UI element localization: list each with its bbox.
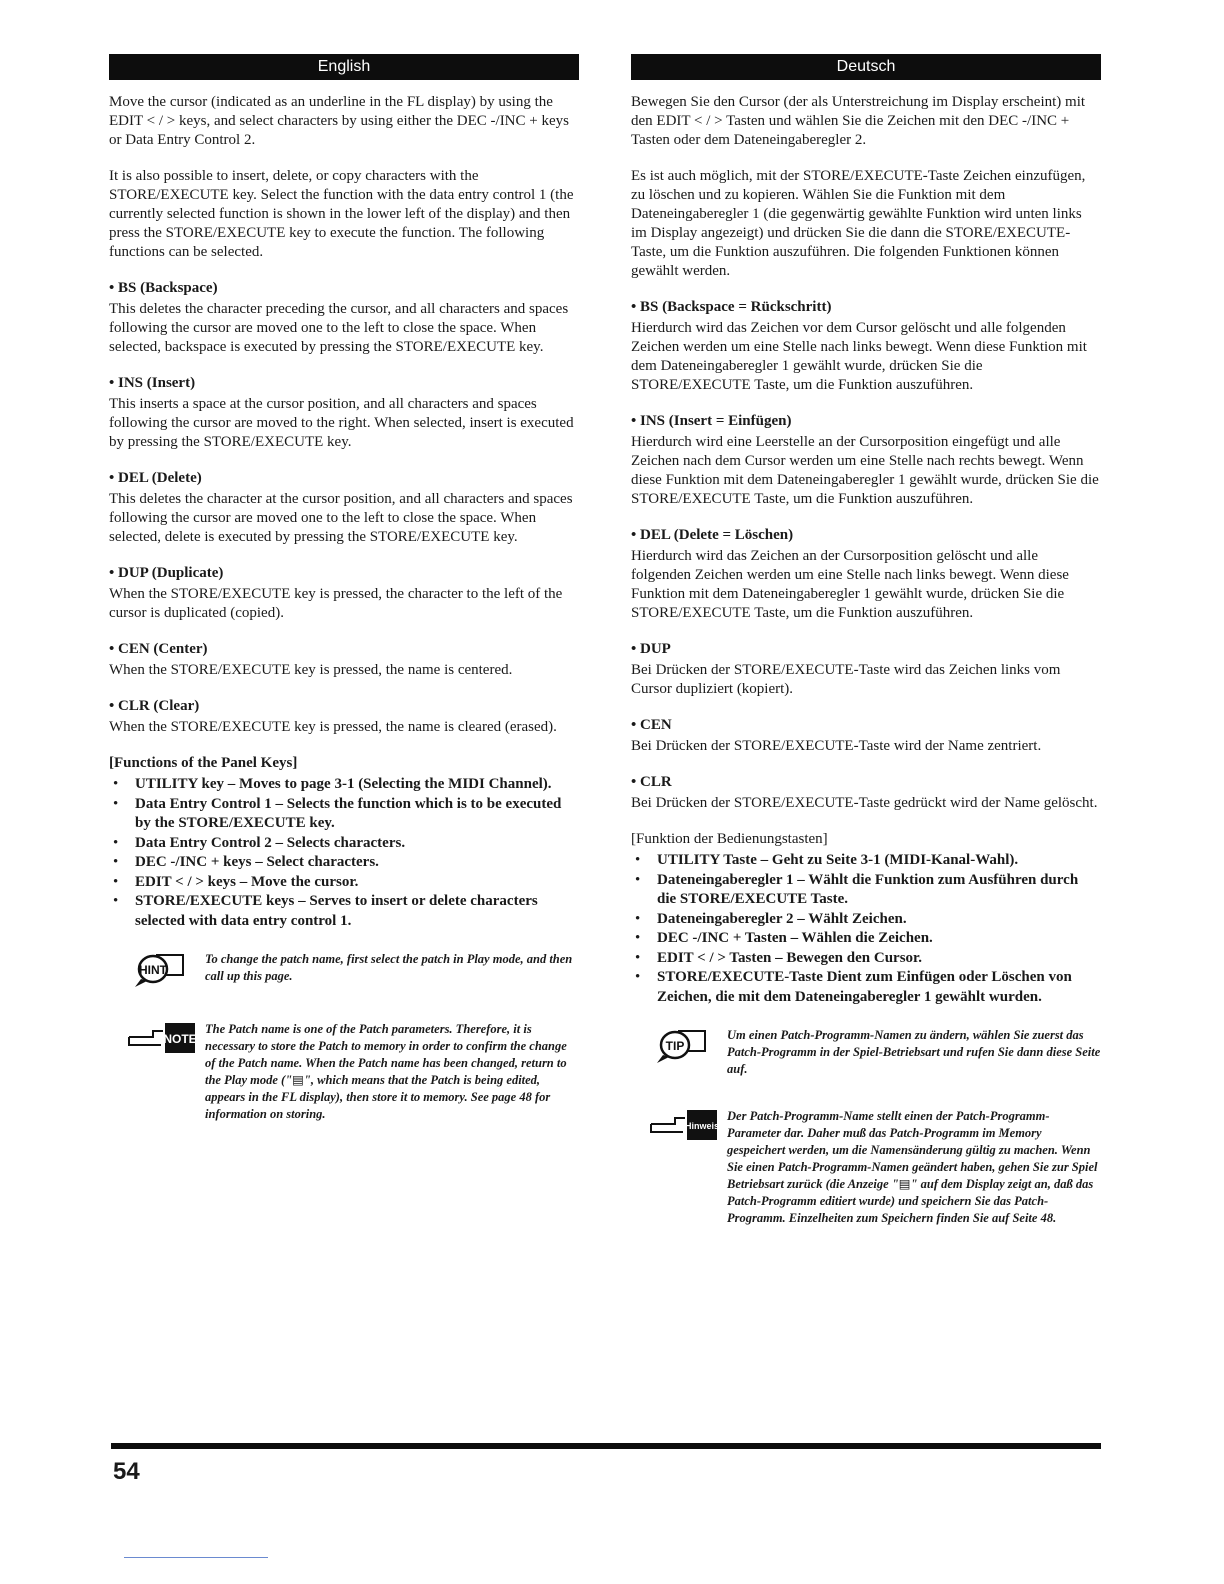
english-section-bs — [109, 279, 579, 357]
english-functions-title: [Functions of the Panel Keys] — [109, 755, 298, 771]
section-title: • CLR — [631, 774, 672, 790]
section-body: Bei Drücken der STORE/EXECUTE-Taste wird der Name zentriert. — [631, 738, 1042, 754]
list-item: • Dateneingaberegler 1 – Wählt die Funktion zum Ausführen durch die STORE/EXECUTE Taste. — [631, 871, 1101, 910]
section-body: This inserts a space at the cursor position, and all characters and spaces following the cursor are moved to the right. When selected, insert is executed by pressing the STORE/EXECUTE key. — [109, 396, 574, 450]
list-item: • Data Entry Control 1 – Selects the function which is to be executed by the STORE/EXECUTE key. — [109, 795, 579, 834]
english-hint-text: To change the patch name, first select the patch in Play mode, and then call up this page. — [205, 952, 573, 983]
note-label: NOTE — [163, 1032, 197, 1046]
deutsch-section-clr — [631, 773, 1101, 813]
deutsch-intro-1: Bewegen Sie den Cursor (der als Unterstreichung im Display erscheint) mit den EDIT < / > Tasten und wählen Sie die Zeichen mit den DEC -/INC + Tasten oder dem Dateneingaberegler 2. — [631, 94, 1086, 148]
deutsch-hint — [631, 1027, 1101, 1078]
section-body: Bei Drücken der STORE/EXECUTE-Taste wird das Zeichen links vom Cursor dupliziert (kopiert). — [631, 662, 1061, 697]
section-body: Hierdurch wird das Zeichen an der Cursorposition gelöscht und alle folgenden Zeichen werden um eine Stelle nach links bewegt. Wenn diese Funktion mit dem Dateneingaberegler 1 gewählt wurde, drücken Sie die STORE/EXECUTE Taste, um die Funktion auszuführen. — [631, 548, 1069, 621]
section-title: • BS (Backspace) — [109, 280, 218, 296]
english-section-dup — [109, 564, 579, 623]
section-body: When the STORE/EXECUTE key is pressed, the name is centered. — [109, 662, 513, 678]
english-note-text: The Patch name is one of the Patch parameters. Therefore, it is necessary to store the Patch to memory in order to confirm the change of the Patch name. When the Patch name has been changed, return to the Play mode ("▤", which means that the Patch is being edited, appears in the FL display), then store it to memory. See page 48 for information on storing. — [205, 1022, 567, 1121]
english-section-cen — [109, 640, 579, 680]
section-title: • BS (Backspace = Rückschritt) — [631, 299, 832, 315]
english-column — [109, 54, 579, 1153]
section-title: • DUP — [631, 641, 671, 657]
hint-label: HINT — [139, 963, 167, 977]
list-item: • EDIT < / > Tasten – Bewegen den Cursor. — [631, 949, 1101, 969]
english-intro-2: It is also possible to insert, delete, or copy characters with the STORE/EXECUTE key. Select the function with the data entry control 1 (the currently selected function is shown in the lower left of the display) and then press the STORE/EXECUTE key to execute the function. The following functions can be selected. — [109, 168, 574, 260]
section-body: When the STORE/EXECUTE key is pressed, the character to the left of the cursor is duplicated (copied). — [109, 586, 563, 621]
section-title: • DUP (Duplicate) — [109, 565, 224, 581]
deutsch-section-dup — [631, 640, 1101, 699]
deutsch-intro-2: Es ist auch möglich, mit der STORE/EXECUTE-Taste Zeichen einzufügen, zu löschen und zu kopieren. Wählen Sie die Funktion mit dem Dateneingaberegler 1 (die gegenwärtig gewählte Funktion wird unten links im Display angezeigt) und drücken Sie die dann die STORE/EXECUTE-Taste, um die Funktion auszuführen. Die folgenden Funktionen können gewählt werden. — [631, 168, 1086, 279]
note-icon — [127, 1021, 199, 1060]
list-item: • DEC -/INC + keys – Select characters. — [109, 853, 579, 873]
page-number: 54 — [113, 1458, 140, 1485]
list-item: • Dateneingaberegler 2 – Wählt Zeichen. — [631, 910, 1101, 930]
section-body: Hierdurch wird das Zeichen vor dem Cursor gelöscht und alle folgenden Zeichen werden um eine Stelle nach links bewegt. Wenn diese Funktion mit dem Dateneingaberegler 1 gewählt wurde, drücken Sie die STORE/EXECUTE Taste, um die Funktion auszuführen. — [631, 320, 1087, 393]
deutsch-section-bs — [631, 298, 1101, 395]
section-title: • INS (Insert = Einfügen) — [631, 413, 792, 429]
deutsch-column — [631, 54, 1101, 1257]
english-functions-list — [109, 775, 579, 931]
deutsch-header: Deutsch — [631, 54, 1101, 80]
hinweis-icon — [649, 1108, 721, 1147]
footer-rule — [111, 1443, 1101, 1449]
section-title: • CEN (Center) — [109, 641, 208, 657]
deutsch-hint-text: Um einen Patch-Programm-Namen zu ändern, wählen Sie zuerst das Patch-Programm in der Spiel-Betriebsart und rufen Sie dann diese Seite auf. — [727, 1028, 1101, 1076]
section-body: This deletes the character preceding the cursor, and all characters and spaces following the cursor are moved one to the left to close the space. When selected, backspace is executed by pressing the STORE/EXECUTE key. — [109, 301, 569, 355]
list-item: • EDIT < / > keys – Move the cursor. — [109, 873, 579, 893]
english-hint — [109, 951, 579, 991]
section-title: • CEN — [631, 717, 672, 733]
list-item: • Data Entry Control 2 – Selects characters. — [109, 834, 579, 854]
deutsch-section-cen — [631, 716, 1101, 756]
english-note — [109, 1021, 579, 1123]
hinweis-label: Hinweis — [684, 1121, 720, 1131]
deutsch-section-ins — [631, 412, 1101, 509]
list-item: • UTILITY Taste – Geht zu Seite 3-1 (MIDI-Kanal-Wahl). — [631, 851, 1101, 871]
section-body: Bei Drücken der STORE/EXECUTE-Taste gedrückt wird der Name gelöscht. — [631, 795, 1098, 811]
english-header: English — [109, 54, 579, 80]
hint-icon — [127, 951, 191, 996]
tip-icon — [649, 1027, 713, 1072]
deutsch-note-text: Der Patch-Programm-Name stellt einen der Patch-Programm- Parameter dar. Daher muß das Patch-Programm im Memory gespeichert werden, um die Namensänderung gültig zu machen. Wenn Sie einen Patch-Programm-Namen geändert haben, gehen Sie zur Spiel Betriebsart zurück (die Anzeige "▤" auf dem Display zeigt an, daß das Patch-Programm editiert wurde) und speichern Sie das Patch-Programm. Einzelheiten zum Speichern finden Sie auf Seite 48. — [727, 1109, 1098, 1225]
english-section-ins — [109, 374, 579, 452]
section-body: When the STORE/EXECUTE key is pressed, the name is cleared (erased). — [109, 719, 557, 735]
section-title: • DEL (Delete = Löschen) — [631, 527, 794, 543]
english-section-clr — [109, 697, 579, 737]
section-title: • CLR (Clear) — [109, 698, 200, 714]
section-body: Hierdurch wird eine Leerstelle an der Cursorposition eingefügt und alle Zeichen nach dem Cursor werden um eine Stelle nach rechts bewegt. Wenn diese Funktion mit dem Dateneingaberegler 1 gewählt wurde, drücken Sie die STORE/EXECUTE Taste, um die Funktion auszuführen. — [631, 434, 1099, 507]
section-title: • DEL (Delete) — [109, 470, 202, 486]
deutsch-functions-title: [Funktion der Bedienungstasten] — [631, 831, 828, 847]
list-item: • STORE/EXECUTE-Taste Dient zum Einfügen oder Löschen von Zeichen, die mit dem Dateneingaberegler 1 gewählt wurden. — [631, 968, 1101, 1007]
section-title: • INS (Insert) — [109, 375, 196, 391]
list-item: • UTILITY key – Moves to page 3-1 (Selecting the MIDI Channel). — [109, 775, 579, 795]
english-section-del — [109, 469, 579, 547]
deutsch-functions-list — [631, 851, 1101, 1007]
footer-line — [124, 1557, 268, 1558]
section-body: This deletes the character at the cursor position, and all characters and spaces following the cursor are moved one to the left to close the space. When selected, delete is executed by pressing the STORE/EXECUTE key. — [109, 491, 573, 545]
deutsch-note — [631, 1108, 1101, 1227]
deutsch-section-del — [631, 526, 1101, 623]
english-intro-1: Move the cursor (indicated as an underline in the FL display) by using the EDIT < / > keys, and select characters by using either the DEC -/INC + keys or Data Entry Control 2. — [109, 94, 569, 148]
tip-label: TIP — [665, 1039, 685, 1053]
list-item: • DEC -/INC + Tasten – Wählen die Zeichen. — [631, 929, 1101, 949]
list-item: • STORE/EXECUTE keys – Serves to insert or delete characters selected with data entry control 1. — [109, 892, 579, 931]
